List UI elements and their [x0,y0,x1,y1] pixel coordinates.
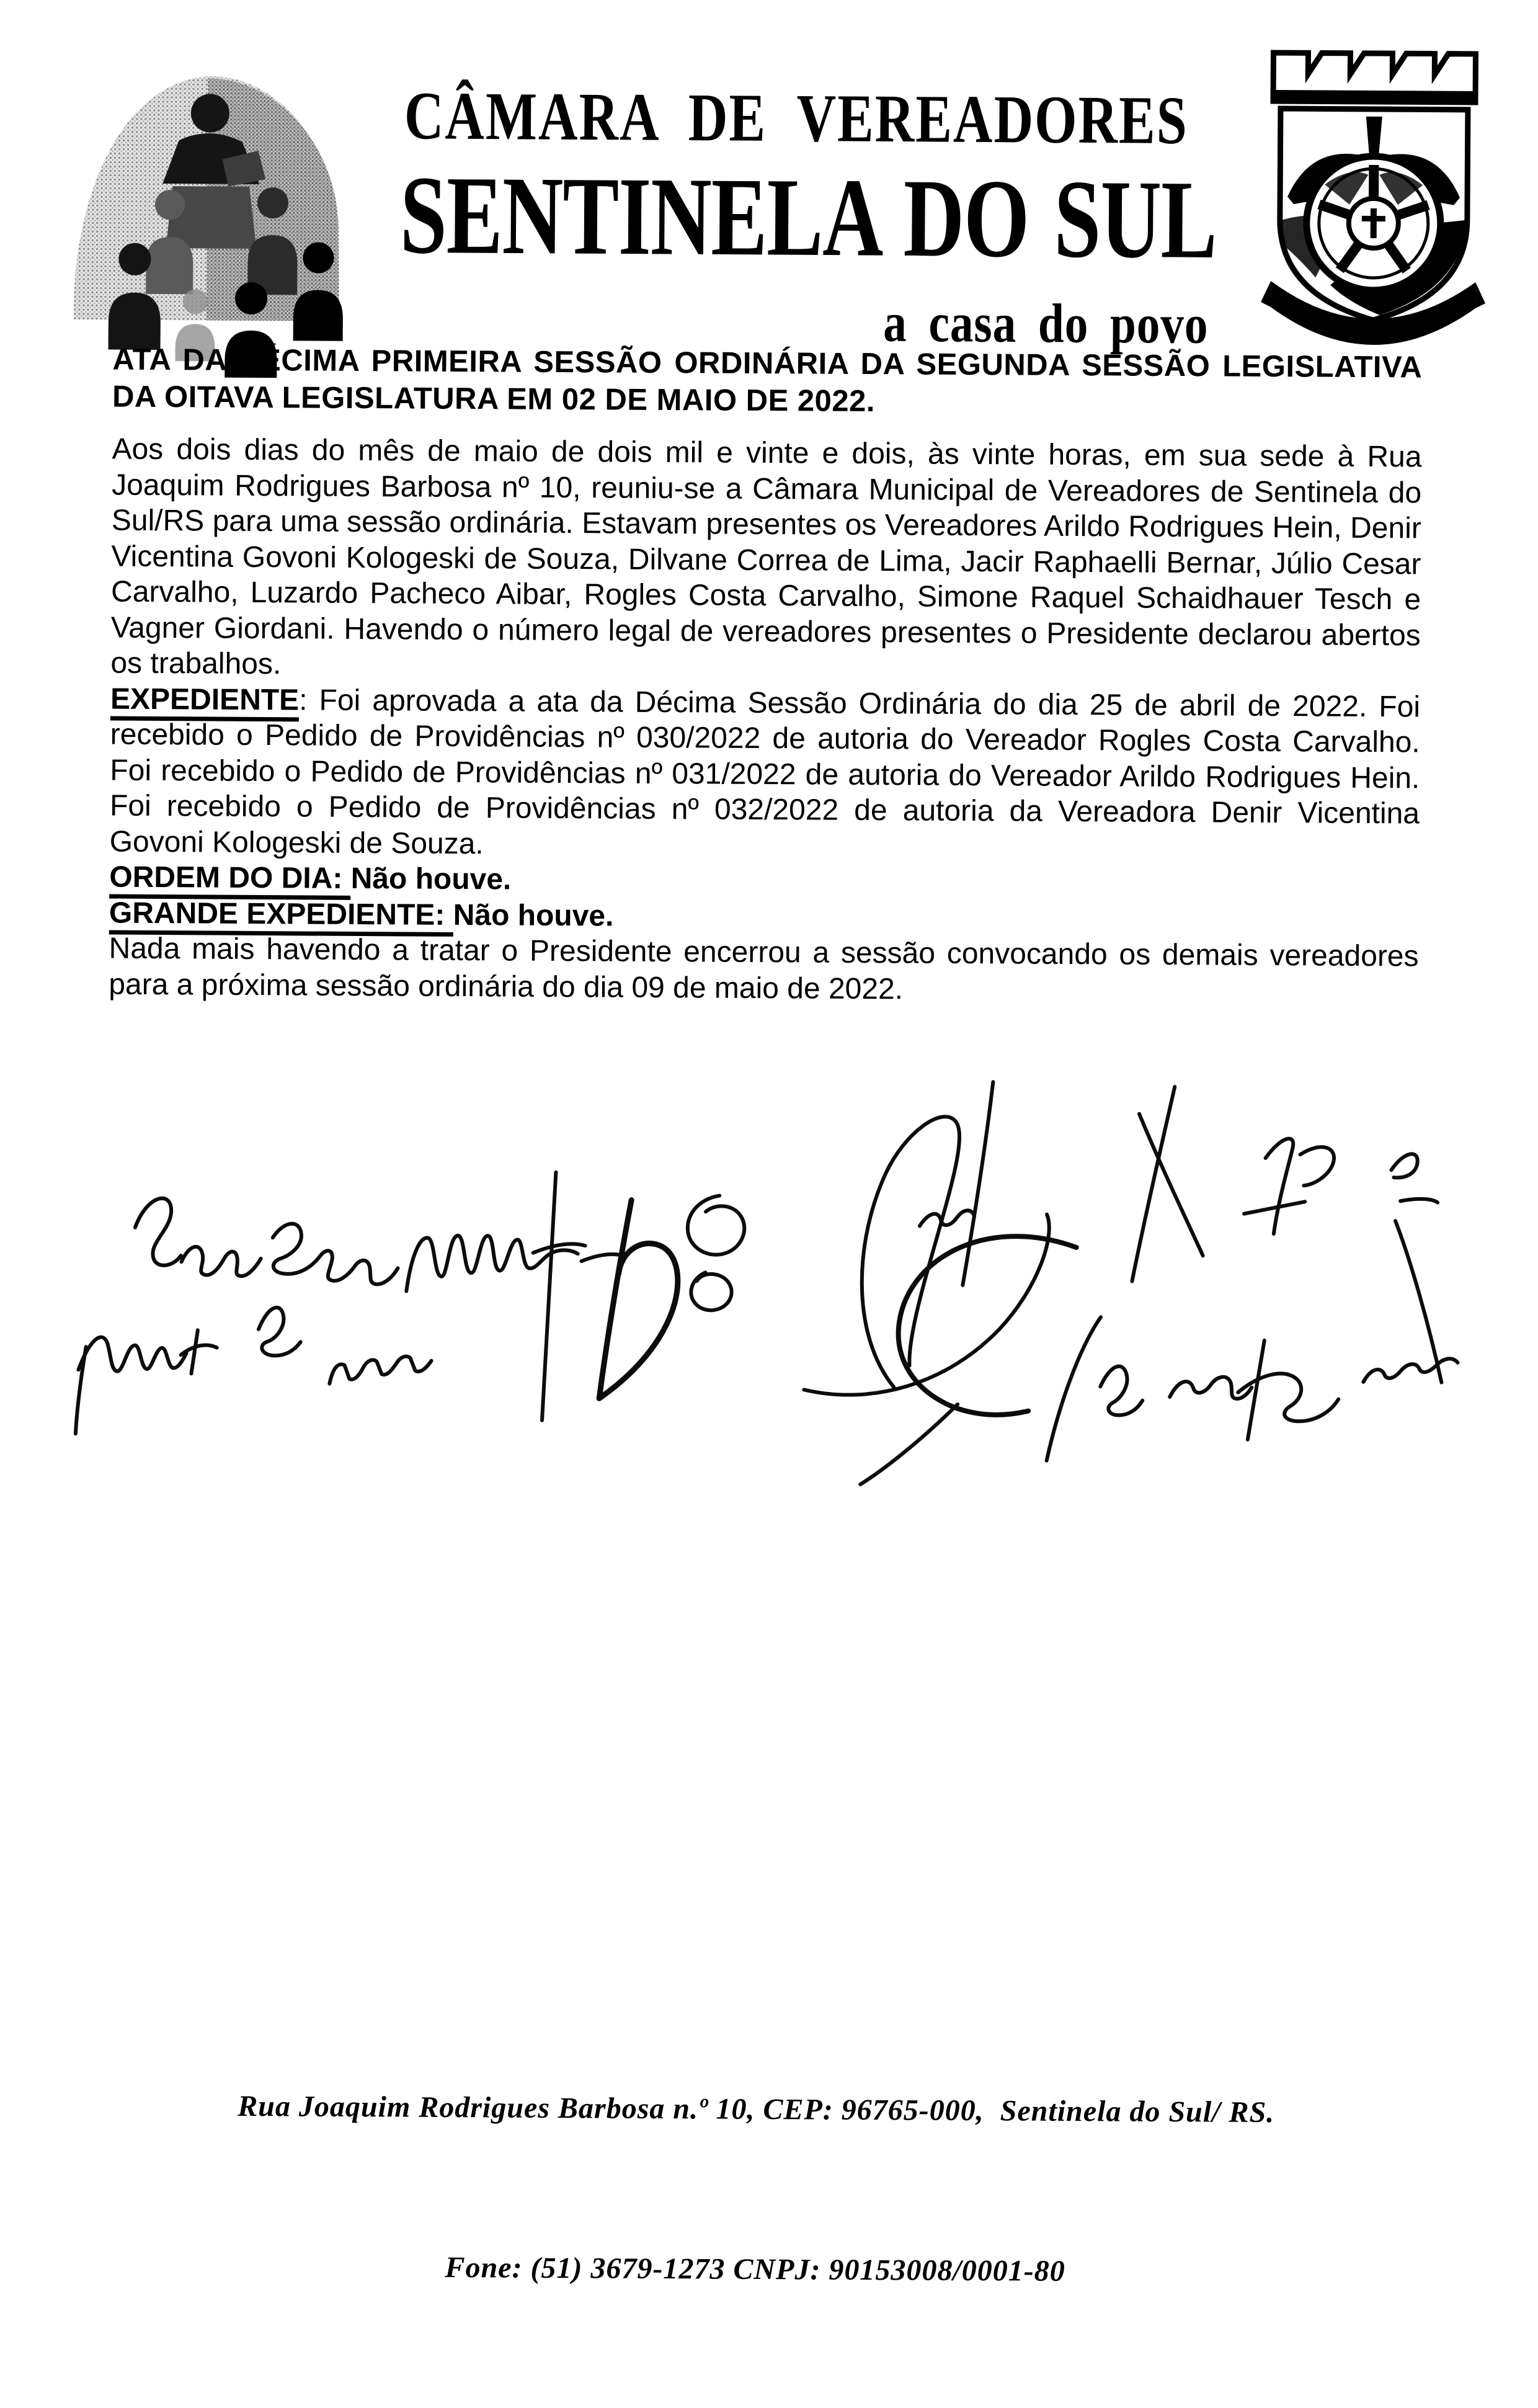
signature-9 [1170,1376,1251,1399]
grande-expediente-label: GRANDE EXPEDIENTE: [109,896,453,936]
signature-1 [135,1198,182,1265]
signature-6 [76,1347,86,1434]
signature-5 [1265,1138,1293,1234]
signature-5 [1400,1199,1438,1203]
signature-5 [1300,1147,1334,1186]
signature-9 [1047,1317,1101,1461]
signature-7 [542,1172,556,1420]
signature-8 [860,1404,958,1485]
document-title: ATA DA DÉCIMA PRIMEIRA SESSÃO ORDINÁRIA DA SEGUNDA SESSÃO LEGISLATIVA DA OITAVA LEGISLATURA EM 02 DE MAIO DE 2022. [112,342,1423,419]
signature-3 [688,1195,745,1255]
signature-6 [329,1356,431,1385]
signature-4 [962,1082,993,1285]
signature-2 [406,1235,578,1292]
council-session-logo [65,39,346,332]
signature-9 [1100,1366,1142,1415]
org-name-line1: CÂMARA DE VEREADORES [404,78,1189,159]
org-name-line2: SENTINELA DO SUL [399,153,1217,283]
signature-1 [272,1224,398,1285]
coat-of-arms [1256,42,1492,341]
signature-6 [78,1337,186,1371]
opening-paragraph: Aos dois dias do mês de maio de dois mil e vinte e dois, às vinte horas, em sua sede à Rua Joaquim Rodrigues Barbosa nº 10, reuniu-se a Câmara Municipal de Vereadores de Sentinela do Sul/RS para uma sessão ordinária. Estavam presentes os Vereadores Arildo Rodrigues Hein, Denir Vicentina Govoni Kologeski de Souza, Dilvane Correa de Lima, Jacir Raphaelli Bernar, Júlio Cesar Carvalho, Luzardo Pacheco Aibar, Rogles Costa Carvalho, Simone Raquel Schaidhauer Tesch e Vagner Giordani. Havendo o número legal de vereadores presentes o Presidente declarou abertos os trabalhos. [110,432,1422,681]
signature-4 [920,1210,974,1226]
document-body [109,341,1422,1010]
council-session-audience-icon [65,39,346,332]
signature-4 [861,1116,959,1387]
signature-7 [533,1244,585,1253]
signature-1 [181,1247,260,1277]
signature-9 [1248,1340,1265,1440]
signature-3 [691,1272,732,1310]
signature-9 [1363,1358,1457,1382]
signature-9 [1238,1373,1338,1422]
signature-6 [259,1308,301,1356]
header [364,77,1228,356]
municipal-coat-of-arms-icon [1256,42,1492,341]
signature-8 [898,1236,1077,1416]
signature-4 [1139,1114,1204,1256]
signature-7 [599,1200,678,1399]
signature-6 [191,1330,197,1373]
ordem-do-dia-label: ORDEM DO DIA: [109,861,351,900]
expediente-paragraph [110,681,1421,867]
signature-6 [181,1345,217,1355]
signature-5 [1391,1154,1417,1178]
grande-expediente-text: Não houve. [453,898,614,932]
signature-5 [1244,1202,1305,1215]
signature-4 [804,1213,1049,1396]
ordem-do-dia-text: Não houve. [350,862,512,896]
signature-4 [1132,1087,1175,1282]
signature-9 [1394,1221,1442,1382]
footer [0,1971,1526,2407]
expediente-label: EXPEDIENTE [110,682,299,721]
expediente-text: : Foi aprovada a ata da Décima Sessão Ordinária do dia 25 de abril de 2022. Foi recebido o Pedido de Providências nº 030/2022 de autoria do Vereador Rogles Costa Carvalho. Foi recebido o Pedido de Providências nº 031/2022 de autoria do Vereador Arildo Rodrigues Hein. Foi recebido o Pedido de Providências nº 032/2022 de autoria da Vereadora Denir Vicentina Govoni Kologeski de Souza. [109,683,1421,860]
org-tagline: a casa do povo [883,292,1209,356]
footer-address-line: Rua Joaquim Rodrigues Barbosa n.º 10, CEP: 96765-000, Sentinela do Sul/ RS. [238,2089,1275,2129]
signature-2 [582,1254,621,1262]
footer-contact-line: Fone: (51) 3679-1273 CNPJ: 90153008/0001-80 [445,2250,1065,2288]
closing-paragraph: Nada mais havendo a tratar o Presidente encerrou a sessão convocando os demais vereadores para a próxima sessão ordinária do dia 09 de maio de 2022. [109,932,1419,1006]
